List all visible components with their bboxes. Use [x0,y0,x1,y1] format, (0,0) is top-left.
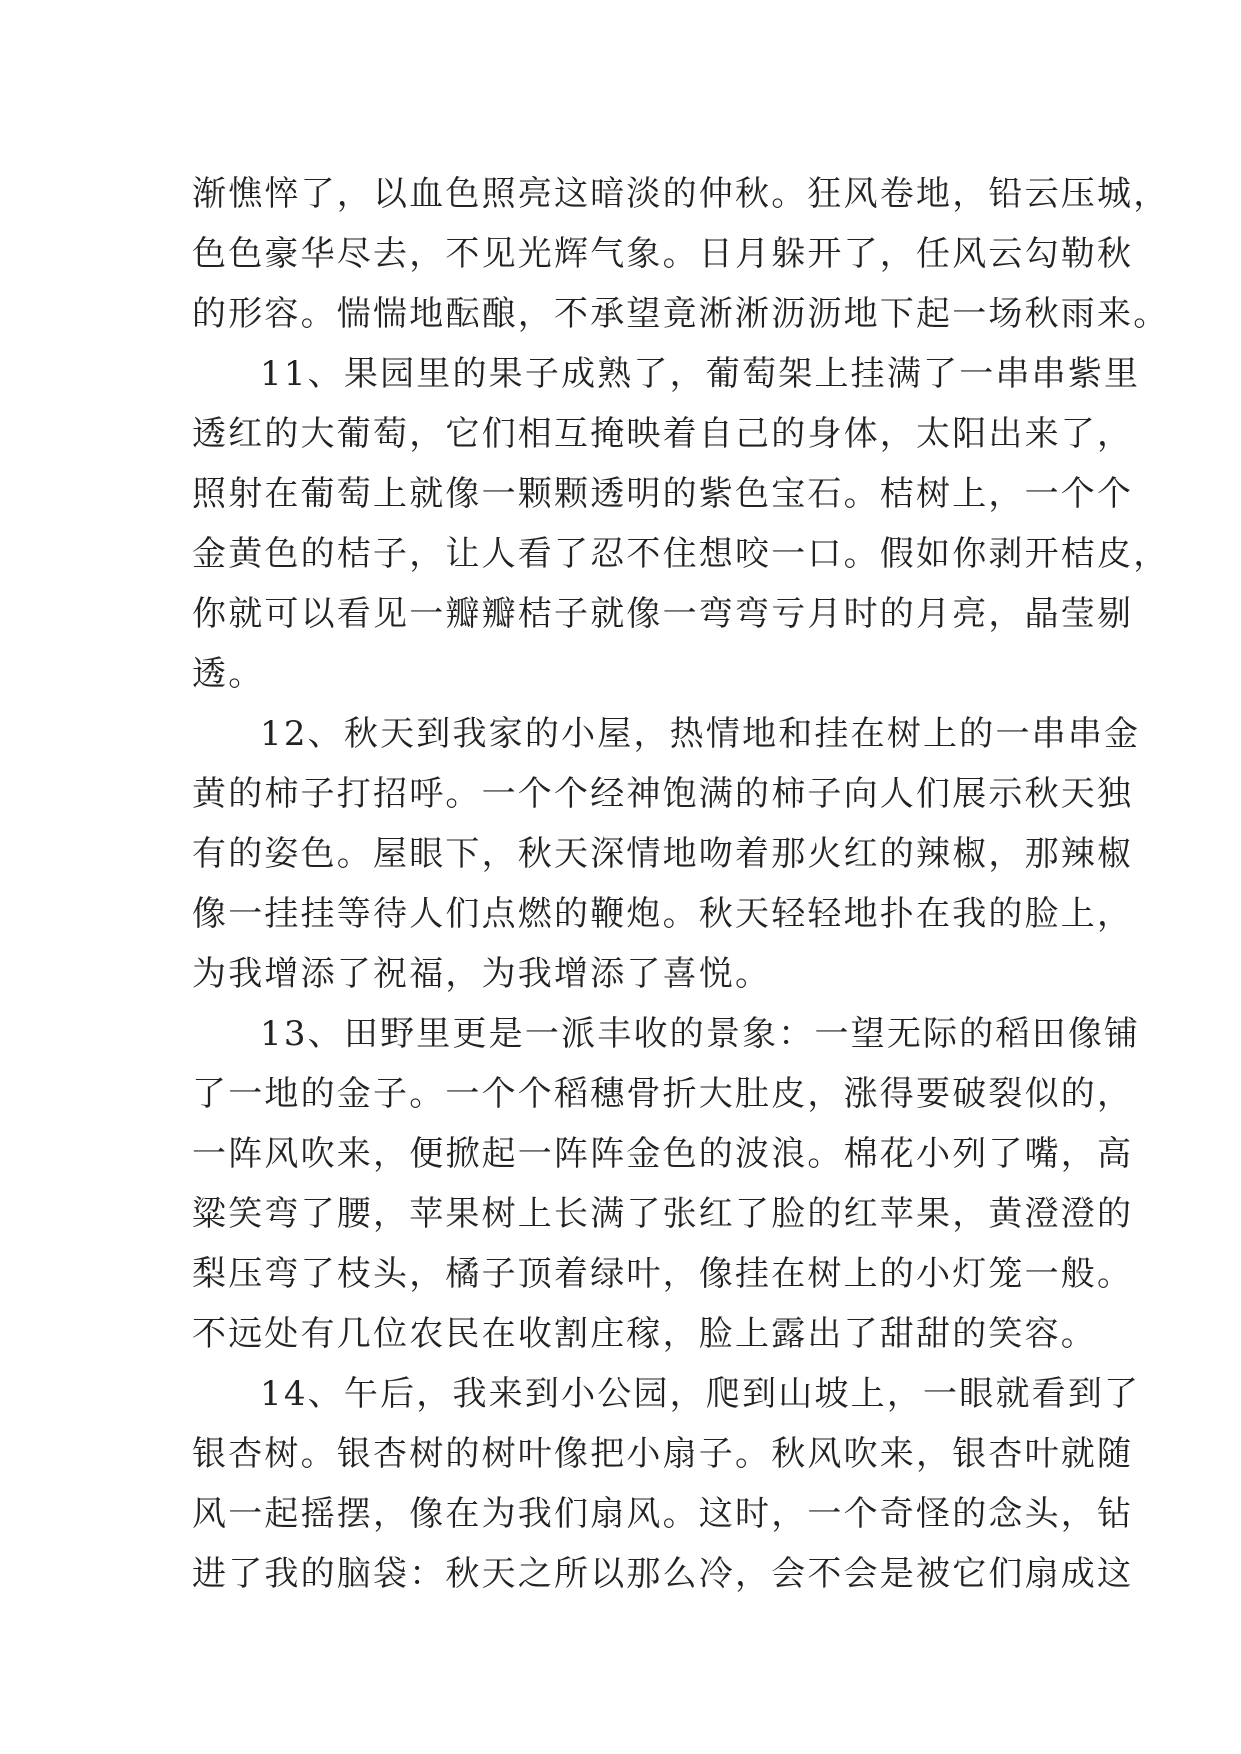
text-line: 黄的柿子打招呼。一个个经神饱满的柿子向人们展示秋天独 [192,774,1134,814]
text-line: 进了我的脑袋：秋天之所以那么冷，会不会是被它们扇成这 [192,1554,1134,1594]
text-line: 风一起摇摆，像在为我们扇风。这时，一个奇怪的念头，钻 [192,1494,1134,1534]
paragraph-14-first-line: 14、午后，我来到小公园，爬到山坡上，一眼就看到了 [260,1374,1141,1414]
document-body [192,164,1170,1604]
text-line: 梨压弯了枝头，橘子顶着绿叶，像挂在树上的小灯笼一般。 [192,1254,1134,1294]
text-line: 有的姿色。屋眼下，秋天深情地吻着那火红的辣椒，那辣椒 [192,834,1134,874]
text-line: 你就可以看见一瓣瓣桔子就像一弯弯亏月时的月亮，晶莹剔 [192,594,1134,634]
text-line: 透。 [192,654,265,694]
text-line: 为我增添了祝福，为我增添了喜悦。 [192,954,772,994]
text-line: 银杏树。银杏树的树叶像把小扇子。秋风吹来，银杏叶就随 [192,1434,1134,1474]
text-line: 金黄色的桔子，让人看了忍不住想咬一口。假如你剥开桔皮， [192,534,1170,574]
text-line: 渐憔悴了，以血色照亮这暗淡的仲秋。狂风卷地，铅云压城， [192,174,1170,214]
text-line: 粱笑弯了腰，苹果树上长满了张红了脸的红苹果，黄澄澄的 [192,1194,1134,1234]
text-line: 像一挂挂等待人们点燃的鞭炮。秋天轻轻地扑在我的脸上， [192,894,1134,934]
text-line: 一阵风吹来，便掀起一阵阵金色的波浪。棉花小列了嘴，高 [192,1134,1134,1174]
text-line: 的形容。惴惴地酝酿，不承望竟淅淅沥沥地下起一场秋雨来。 [192,294,1170,334]
paragraph-12-first-line: 12、秋天到我家的小屋，热情地和挂在树上的一串串金 [260,714,1141,754]
text-line: 不远处有几位农民在收割庄稼，脸上露出了甜甜的笑容。 [192,1314,1097,1354]
text-line: 透红的大葡萄，它们相互掩映着自己的身体，太阳出来了， [192,414,1134,454]
text-line: 色色豪华尽去，不见光辉气象。日月躲开了，任风云勾勒秋 [192,234,1134,274]
paragraph-13-first-line: 13、田野里更是一派丰收的景象：一望无际的稻田像铺 [260,1014,1141,1054]
paragraph-11-first-line: 11、果园里的果子成熟了，葡萄架上挂满了一串串紫里 [260,354,1141,394]
text-line: 了一地的金子。一个个稻穗骨折大肚皮，涨得要破裂似的， [192,1074,1134,1114]
text-line: 照射在葡萄上就像一颗颗透明的紫色宝石。桔树上，一个个 [192,474,1134,514]
